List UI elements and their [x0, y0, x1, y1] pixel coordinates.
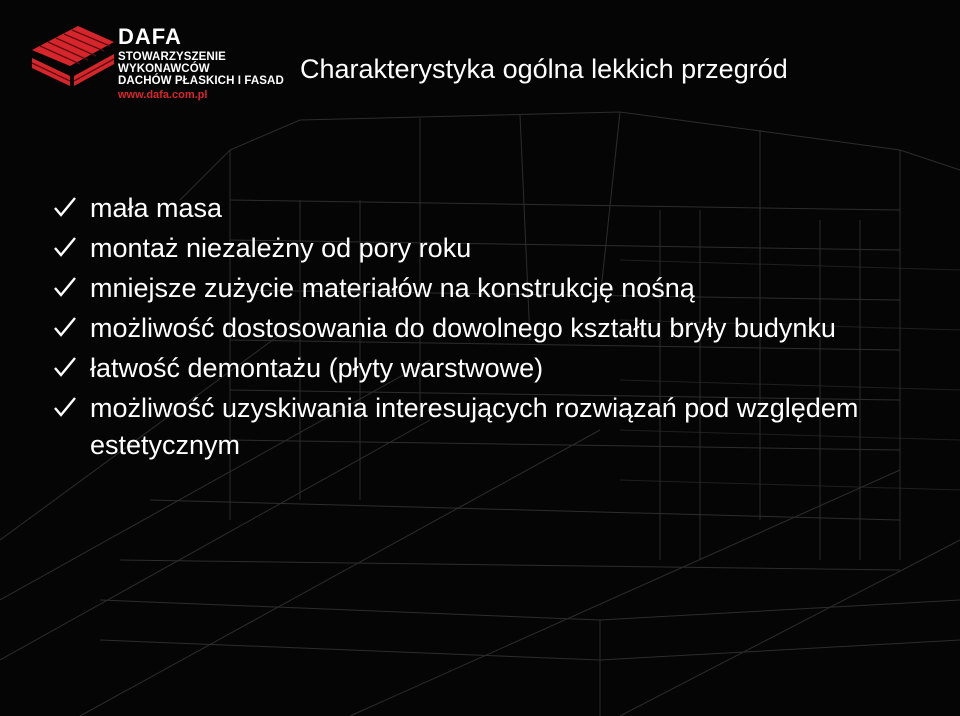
slide-title: Charakterystyka ogólna lekkich przegród: [300, 54, 788, 84]
bullet-text: montaż niezależny od pory roku: [90, 233, 472, 263]
logo-url: www.dafa.com.pl: [118, 88, 208, 101]
checkmark-icon: [52, 394, 78, 420]
bullet-text: mniejsze zużycie materiałów na konstrukcję nośną: [90, 273, 695, 303]
bullet-text: możliwość uzyskiwania interesujących rozwiązań pod względem estetycznym: [90, 393, 859, 460]
bullet-item: [52, 190, 872, 227]
bullet-text: mała masa: [90, 193, 223, 223]
bullet-text: łatwość demontażu (płyty warstwowe): [90, 353, 544, 383]
checkmark-icon: [52, 354, 78, 380]
logo-line-1: STOWARZYSZENIE WYKONAWCÓW: [118, 51, 226, 75]
bullet-item: [52, 230, 872, 267]
checkmark-icon: [52, 274, 78, 300]
logo-line-2: DACHÓW PŁASKICH I FASAD: [118, 75, 284, 87]
checkmark-icon: [52, 194, 78, 220]
bullet-item: [52, 390, 872, 464]
logo-text: [118, 26, 290, 101]
dafa-logo: [30, 20, 290, 100]
checkmark-icon: [52, 234, 78, 260]
bullet-item: [52, 270, 872, 307]
checkmark-icon: [52, 314, 78, 340]
bullet-list: [52, 190, 872, 467]
bullet-text: możliwość dostosowania do dowolnego kształtu bryły budynku: [90, 313, 836, 343]
dafa-logo-mark: [30, 20, 120, 92]
bullet-item: [52, 310, 872, 347]
logo-name: DAFA: [118, 24, 182, 49]
bullet-item: [52, 350, 872, 387]
